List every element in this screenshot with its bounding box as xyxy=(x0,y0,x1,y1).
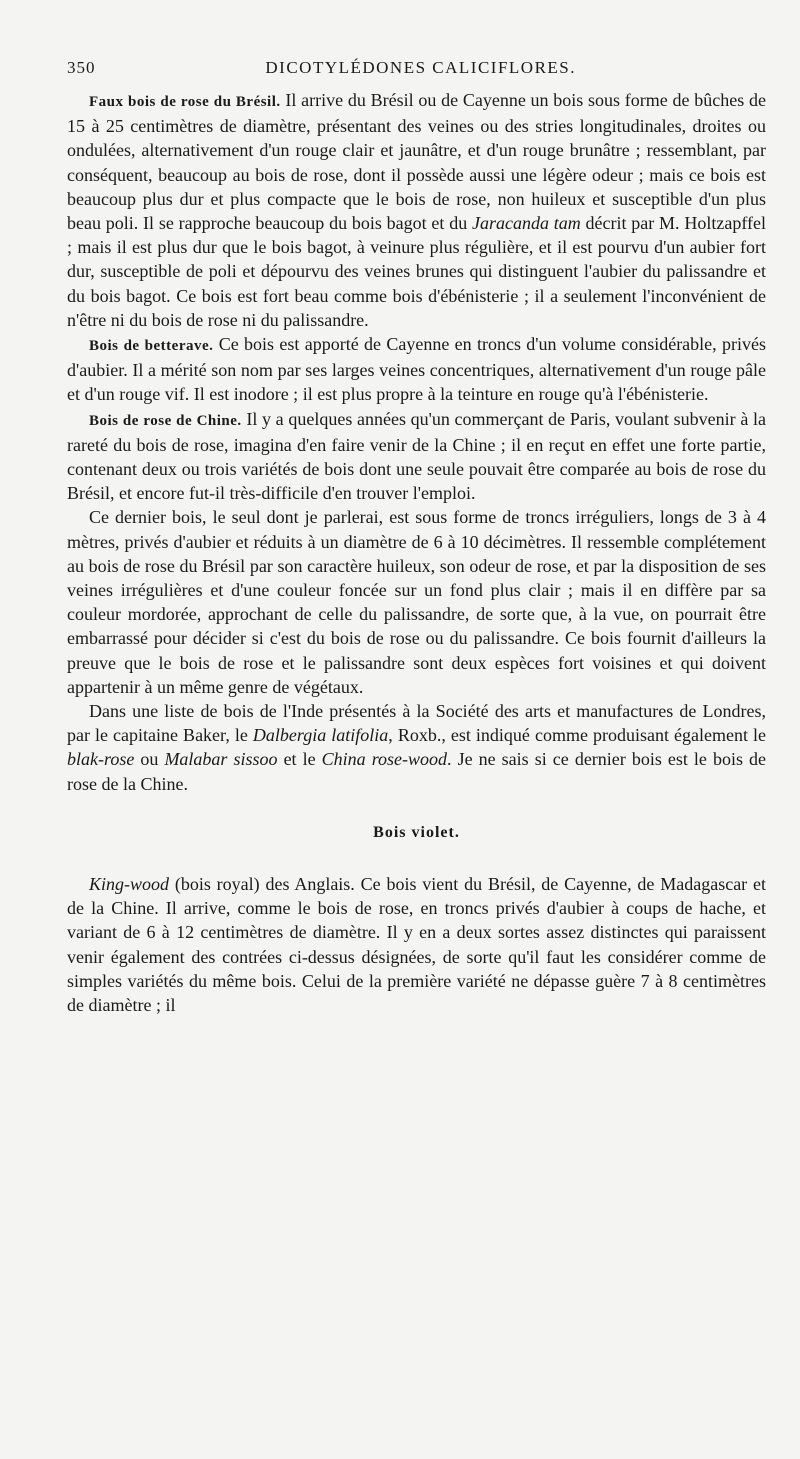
page-number: 350 xyxy=(67,58,96,77)
trade-name: China rose-wood xyxy=(321,749,448,770)
paragraph-text: (bois royal) des Anglais. Ce bois vient du Brésil, de Cayenne, de Madagascar et de la Chine. Il arrive, comme le bois de rose, en troncs privés d'aubier à coups de hache, et variant de 6 à 12 centimètres de diamètre. Il y en a deux sortes assez distinctes qui paraissent venir également des contrées ci-dessus désignées, de sorte qu'il faut les considérer comme de simples variétés du même bois. Celui de la première variété ne dépasse guère 7 à 8 centimètres de diamètre ; il xyxy=(67,873,766,1015)
running-title: DICOTYLÉDONES CALICIFLORES. xyxy=(265,58,576,77)
paragraph-faux-bois-de-rose xyxy=(67,88,766,332)
paragraph-text: Ce dernier bois, le seul dont je parlerai, est sous forme de troncs irréguliers, longs de 3 à 4 mètres, privés d'aubier et réduits à un diamètre de 6 à 10 décimètres. Il ressemble complétement au bois de rose du Brésil par son caractère huileux, son odeur de rose, et par la disposition de ses veines irrégulières et d'une couleur foncée sur un fond plus clair ; mais il en diffère par sa couleur mordorée, approchant de celle du palissandre, de sorte que, à la vue, on pourrait être embarrassé pour décider si c'est du bois de rose ou du palissandre. Ce bois fournit d'ailleurs la preuve que le bois de rose et le palissandre sont deux espèces fort voisines et qui doivent appartenir à un même genre de végétaux. xyxy=(67,507,766,697)
paragraph-text: Il y a quelques années qu'un commerçant de Paris, voulant subvenir à la rareté du bois de rose, imagina d'en faire venir de la Chine ; il en reçut en effet une forte partie, contenant deux ou trois variétés de bois dont une seule pouvait être comparée au bois de rose du Brésil, et encore fut-il très-difficile d'en trouver l'emploi. xyxy=(67,408,766,504)
paragraph-text: ou xyxy=(134,749,165,770)
paragraph-text: et le xyxy=(277,749,322,770)
paragraph-king-wood xyxy=(67,872,766,1017)
species-name: Jaracanda tam xyxy=(471,213,581,234)
paragraph-lead: Bois de rose de Chine. xyxy=(89,412,242,429)
paragraph-liste-de-bois-de-l-inde xyxy=(67,699,766,796)
paragraph-bois-de-rose-de-chine xyxy=(67,407,766,506)
paragraph-bois-de-betterave xyxy=(67,332,766,407)
trade-name: Malabar sissoo xyxy=(164,749,278,770)
species-name: Dalbergia latifolia xyxy=(252,725,389,746)
paragraph-ce-dernier-bois xyxy=(67,505,766,699)
paragraph-text: Il arrive du Brésil ou de Cayenne un bois sous forme de bûches de 15 à 25 centimètres de diamètre, présentant des veines ou des stries longitudinales, droites ou ondulées, alternativement d'un rouge clair et jaunâtre, et d'un rouge brunâtre ; ressemblant, par conséquent, beaucoup au bois de rose, dont il possède aussi une légère odeur ; mais ce bois est beaucoup plus dur et plus compacte que le bois de rose, non huileux et susceptible d'un plus beau poli. Il se rapproche beaucoup du bois bagot et du xyxy=(67,90,766,234)
paragraph-text: Ce bois est apporté de Cayenne en troncs d'un volume considérable, privés d'aubier. Il a mérité son nom par ses larges veines concentriques, alternativement d'un rouge pâle et d'un rouge vif. Il est inodore ; il est plus propre à la teinture en rouge qu'à l'ébénisterie. xyxy=(67,334,766,405)
paragraph-lead: Faux bois de rose du Brésil. xyxy=(89,94,281,110)
trade-name: King-wood xyxy=(89,873,170,894)
paragraph-lead: Bois de betterave. xyxy=(89,338,214,355)
running-header xyxy=(67,58,766,78)
paragraph-text: . Je ne sais si ce dernier bois est le bois de rose de la Chine. xyxy=(67,749,767,794)
section-heading-bois-violet: Bois violet. xyxy=(373,823,460,841)
paragraph-text: , Roxb., est indiqué comme produisant également le xyxy=(388,725,767,746)
trade-name: blak-rose xyxy=(67,749,135,770)
paragraph-text: décrit par M. Holtzapffel ; mais il est plus dur que le bois bagot, à veinure plus régulière, et il est pourvu d'un aubier fort dur, susceptible de poli et dépourvu des veines brunes qui distinguent l'aubier du palissandre et du bois bagot. Ce bois est fort beau comme bois d'ébénisterie ; il a seulement l'inconvénient de n'être ni du bois de rose ni du palissandre. xyxy=(67,213,766,330)
paragraph-text: Dans une liste de bois de l'Inde présentés à la Société des arts et manufactures de Londres, par le capitaine Baker, le xyxy=(67,701,766,746)
